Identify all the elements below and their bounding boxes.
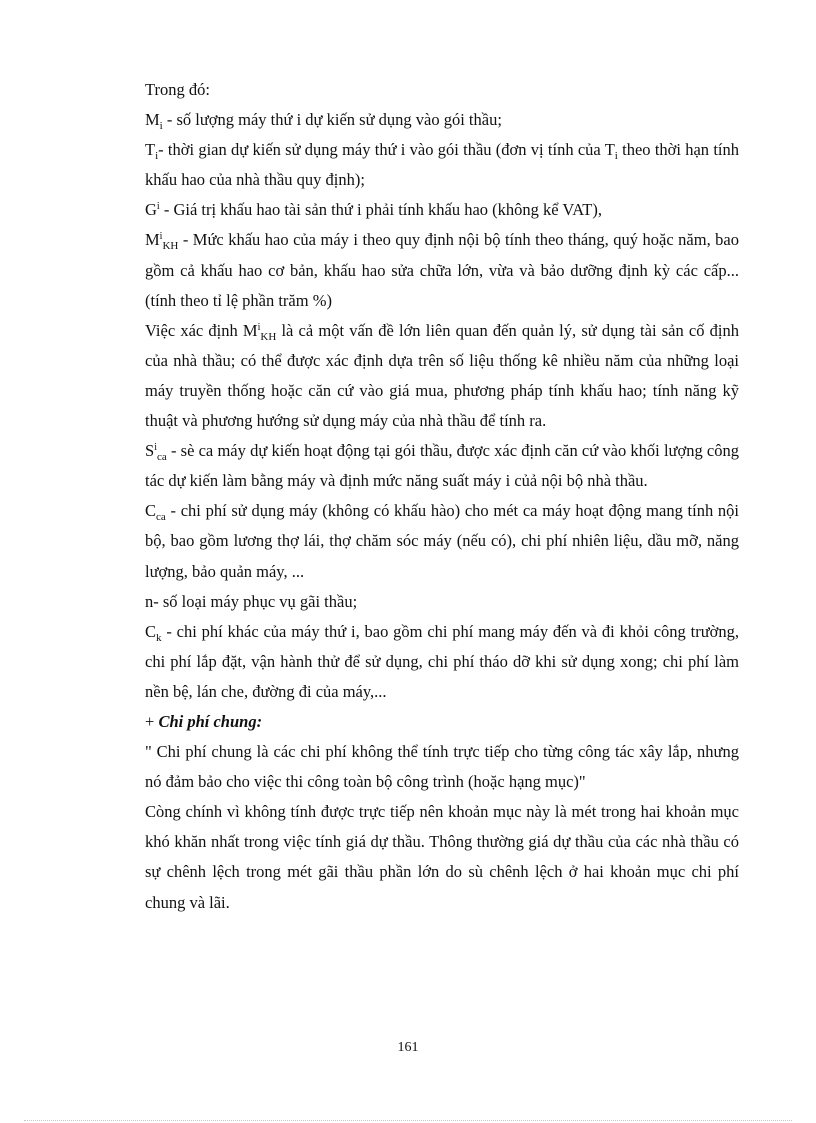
symbol: M: [145, 110, 160, 130]
superscript: i: [156, 201, 160, 213]
definition-text: - thời gian dự kiến sử dụng máy thứ i vào gói thầu (đơn vị tính của T: [158, 140, 615, 160]
subscript: ca: [156, 511, 166, 524]
def-ti: [145, 135, 739, 195]
definition-text: n- số loại máy phục vụ gãi thầu;: [145, 591, 358, 611]
paragraph-text: Việc xác định M: [145, 320, 258, 340]
definition-text: - chi phí sử dụng máy (không có khấu hào) cho mét ca máy hoạt động mang tính nội bộ, bao gồm lương thợ lái, thợ chăm sóc máy (nếu có), chi phí nhiên liệu, dầu mỡ, năng lượng, bảo quản máy, ...: [145, 501, 739, 581]
symbol: T: [145, 140, 156, 160]
symbol: M: [145, 230, 160, 250]
closing-paragraph: [145, 797, 739, 917]
subscript: i: [614, 150, 618, 163]
symbol: C: [145, 501, 157, 521]
definition-text: - chi phí khác của máy thứ i, bao gồm chi phí mang máy đến và đi khỏi công trường, chi phí lắp đặt, vận hành thử để sử dụng, chi phí tháo dỡ khi sử dụng xong; chi phí làm nền bệ, lán che, đường đi của máy,...: [145, 621, 739, 701]
definition-text: - sè ca máy dự kiến hoạt động tại gói thầu, được xác định căn cứ vào khối lượng công tác dự kiến làm bằng máy và định mức năng suất máy i củả nội bộ nhà thầu.: [145, 441, 739, 491]
quote-paragraph: [145, 737, 739, 797]
definition-text: - Giá trị khấu hao tài sản thứ i phải tính khấu hao (không kể VAT),: [159, 200, 602, 220]
def-sca: [145, 436, 739, 496]
subscript: i: [155, 150, 159, 163]
subscript: KH: [260, 330, 277, 343]
symbol: S: [145, 441, 155, 461]
def-cca: [145, 496, 739, 586]
subscript: KH: [162, 240, 179, 253]
symbol: G: [145, 200, 157, 220]
footer-divider: [24, 1120, 792, 1121]
definition-text: - số lượng máy thứ i dự kiến sử dụng vào gói thầu;: [162, 110, 502, 130]
section-heading: [145, 707, 739, 737]
intro-text: Trong đó:: [145, 80, 210, 99]
def-gi: [145, 195, 739, 225]
symbol: C: [145, 621, 157, 641]
superscript: i: [257, 321, 261, 333]
page-number: 161: [397, 1040, 419, 1055]
page-content: [145, 75, 739, 918]
heading-prefix: +: [145, 711, 159, 731]
def-mi: [145, 105, 739, 135]
subscript: i: [159, 120, 163, 133]
superscript: i: [154, 442, 157, 454]
definition-text: theo thời hạn tính khấu hao của nhà thầu quy định);: [145, 140, 739, 190]
heading-text: Chi phí chung:: [158, 711, 263, 731]
definition-text: - Mức khấu hao của máy i theo quy định nội bộ tính theo tháng, quý hoặc năm, bao gồm cả khấu hao cơ bản, khấu hao sửa chữa lớn, vừa và bảo dưỡng định kỳ các cấp... (tính theo tỉ lệ phần trăm %): [145, 230, 739, 310]
quote-text: " Chi phí chung là các chi phí không thể tính trực tiếp cho từng công tác xây lắp, nhưng nó đảm bảo cho việc thi công toàn bộ công trình (hoặc hạng mục)": [145, 742, 739, 792]
superscript: i: [159, 231, 163, 243]
def-n: [145, 587, 739, 617]
intro-line: [145, 75, 739, 105]
def-mkh: [145, 225, 739, 315]
def-ck: [145, 617, 739, 707]
paragraph-text: Còng chính vì không tính được trực tiếp nên khoản mục này là mét trong hai khoản mục khó khăn nhất trong việc tính giá dự thầu. Thông thường giá dự thầu của các nhà thầu có sự chênh lệch trong mét gãi thầu phần lớn do sù chênh lệch ở hai khoản mục chi phí chung và lãi.: [145, 802, 739, 912]
subscript: k: [156, 631, 162, 644]
subscript: ca: [156, 451, 167, 464]
paragraph-text: là cả một vấn đề lớn liên quan đến quản lý, sử dụng tài sản cố định của nhà thầu; có thể được xác định dựa trên số liệu thống kê nhiều năm của những loại máy truyền thống hoặc căn cứ vào giá mua, phương pháp tính khấu hao; tính năng kỹ thuật và phương hướng sử dụng máy của nhà thầu để tính ra.: [145, 320, 739, 431]
para-viec: [145, 316, 739, 436]
